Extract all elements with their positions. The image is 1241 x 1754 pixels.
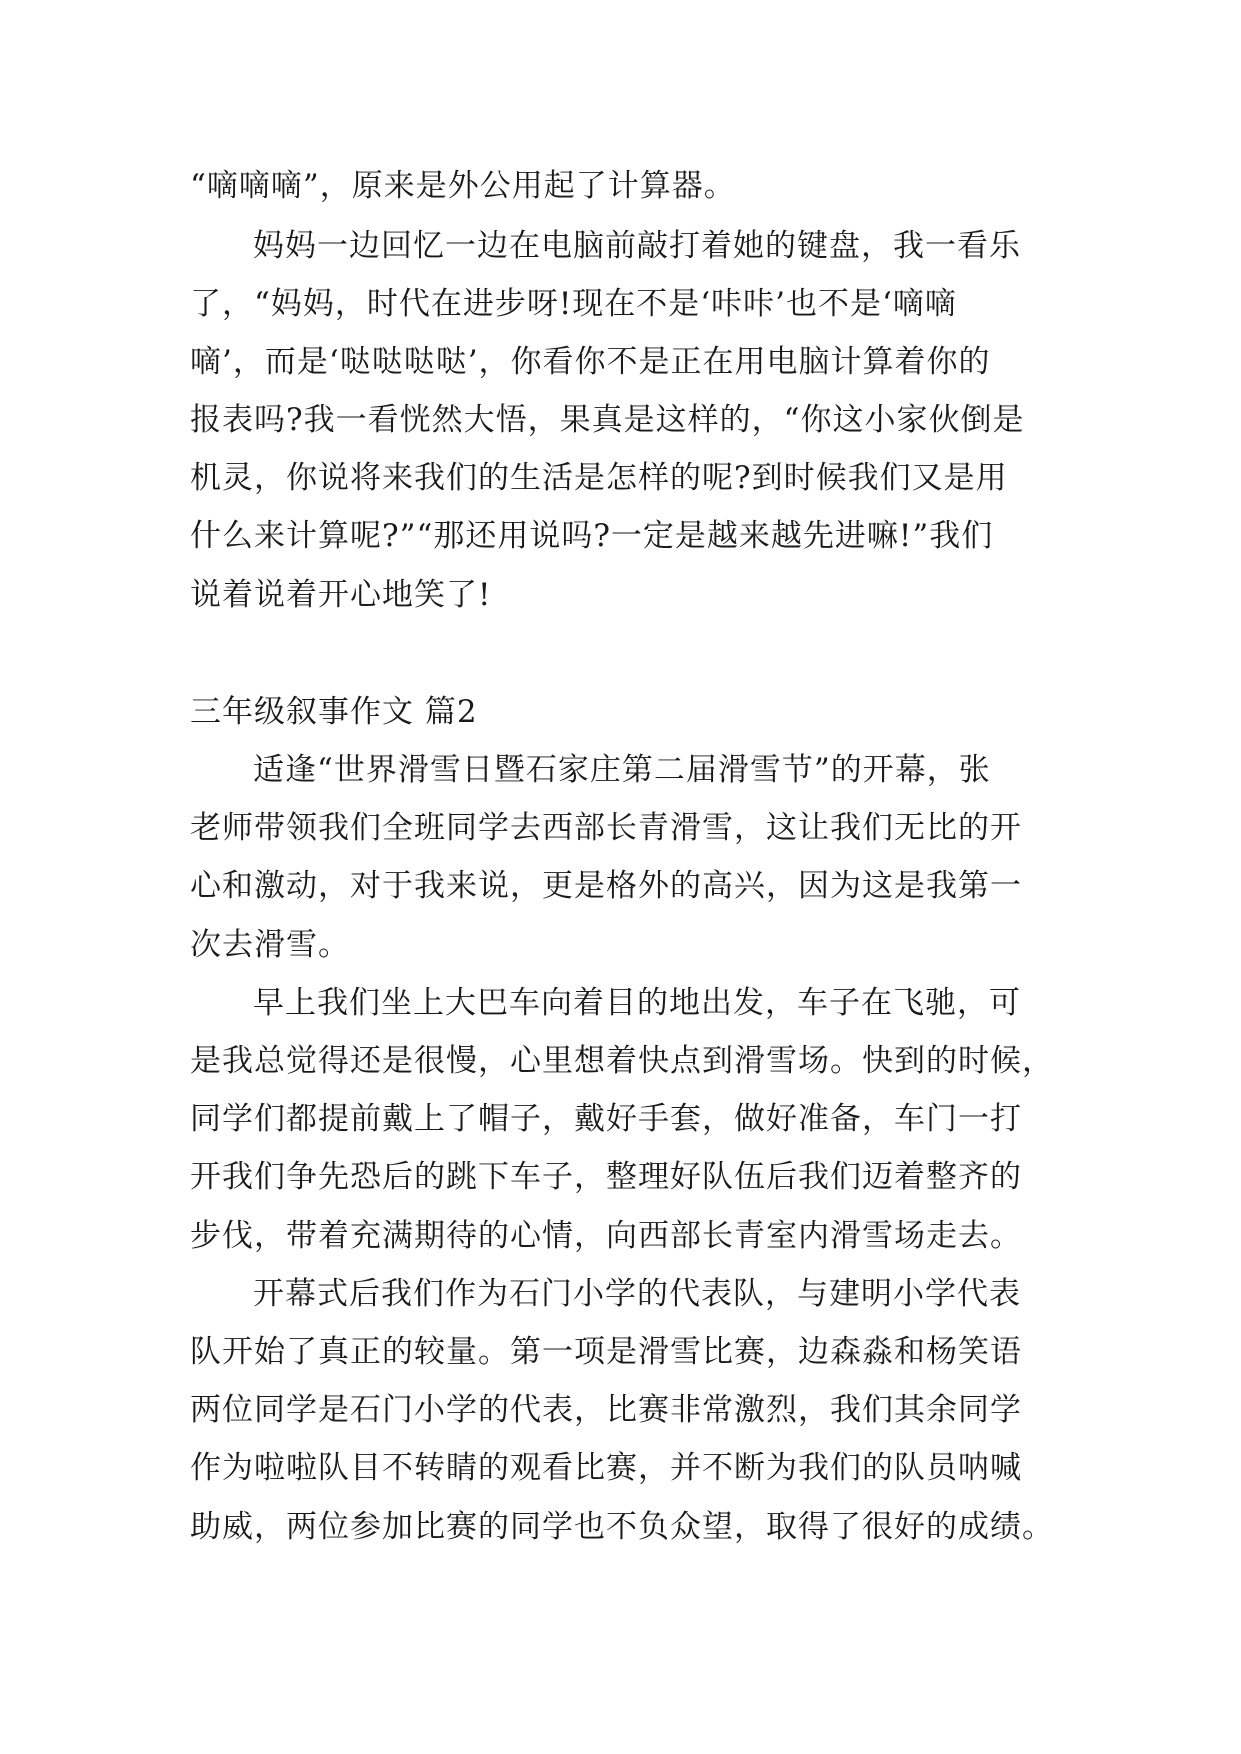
text-line: 说着说着开心地笑了! — [190, 577, 492, 613]
section-heading: 三年级叙事作文 篇2 — [190, 694, 478, 730]
text-line: “嘀嘀嘀”，原来是外公用起了计算器。 — [190, 168, 736, 204]
paragraph-first-line: 开幕式后我们作为石门小学的代表队，与建明小学代表 — [253, 1276, 1021, 1312]
text-line: 老师带领我们全班同学去西部长青滑雪，这让我们无比的开 — [190, 810, 1022, 846]
text-line: 什么来计算呢?”“那还用说吗?一定是越来越先进嘛!”我们 — [190, 518, 994, 554]
text-line: 开我们争先恐后的跳下车子，整理好队伍后我们迈着整齐的 — [190, 1159, 1022, 1195]
text-line: 次去滑雪。 — [190, 927, 350, 963]
paragraph-first-line: 早上我们坐上大巴车向着目的地出发，车子在飞驰，可 — [253, 985, 1021, 1021]
text-line: 步伐，带着充满期待的心情，向西部长青室内滑雪场走去。 — [190, 1218, 1022, 1254]
text-line: 报表吗?我一看恍然大悟，果真是这样的，“你这小家伙倒是 — [190, 402, 1025, 438]
text-line: 助威，两位参加比赛的同学也不负众望，取得了很好的成绩。 — [190, 1509, 1054, 1545]
text-line: 是我总觉得还是很慢，心里想着快点到滑雪场。快到的时候， — [190, 1043, 1054, 1079]
text-line: 机灵，你说将来我们的生活是怎样的呢?到时候我们又是用 — [190, 460, 1008, 496]
text-line: 同学们都提前戴上了帽子，戴好手套，做好准备，车门一打 — [190, 1101, 1022, 1137]
text-line: 心和激动，对于我来说，更是格外的高兴，因为这是我第一 — [190, 868, 1022, 904]
text-line: 了，“妈妈，时代在进步呀!现在不是‘咔咔’也不是‘嘀嘀 — [190, 286, 957, 322]
paragraph-first-line: 妈妈一边回忆一边在电脑前敲打着她的键盘，我一看乐 — [253, 228, 1021, 264]
text-line: 两位同学是石门小学的代表，比赛非常激烈，我们其余同学 — [190, 1392, 1022, 1428]
paragraph-first-line: 适逢“世界滑雪日暨石家庄第二届滑雪节”的开幕，张 — [253, 752, 991, 788]
text-line: 嘀’，而是‘哒哒哒哒’，你看你不是正在用电脑计算着你的 — [190, 344, 991, 380]
text-line: 作为啦啦队目不转睛的观看比赛，并不断为我们的队员呐喊 — [190, 1450, 1022, 1486]
text-line: 队开始了真正的较量。第一项是滑雪比赛，边森淼和杨笑语 — [190, 1334, 1022, 1370]
